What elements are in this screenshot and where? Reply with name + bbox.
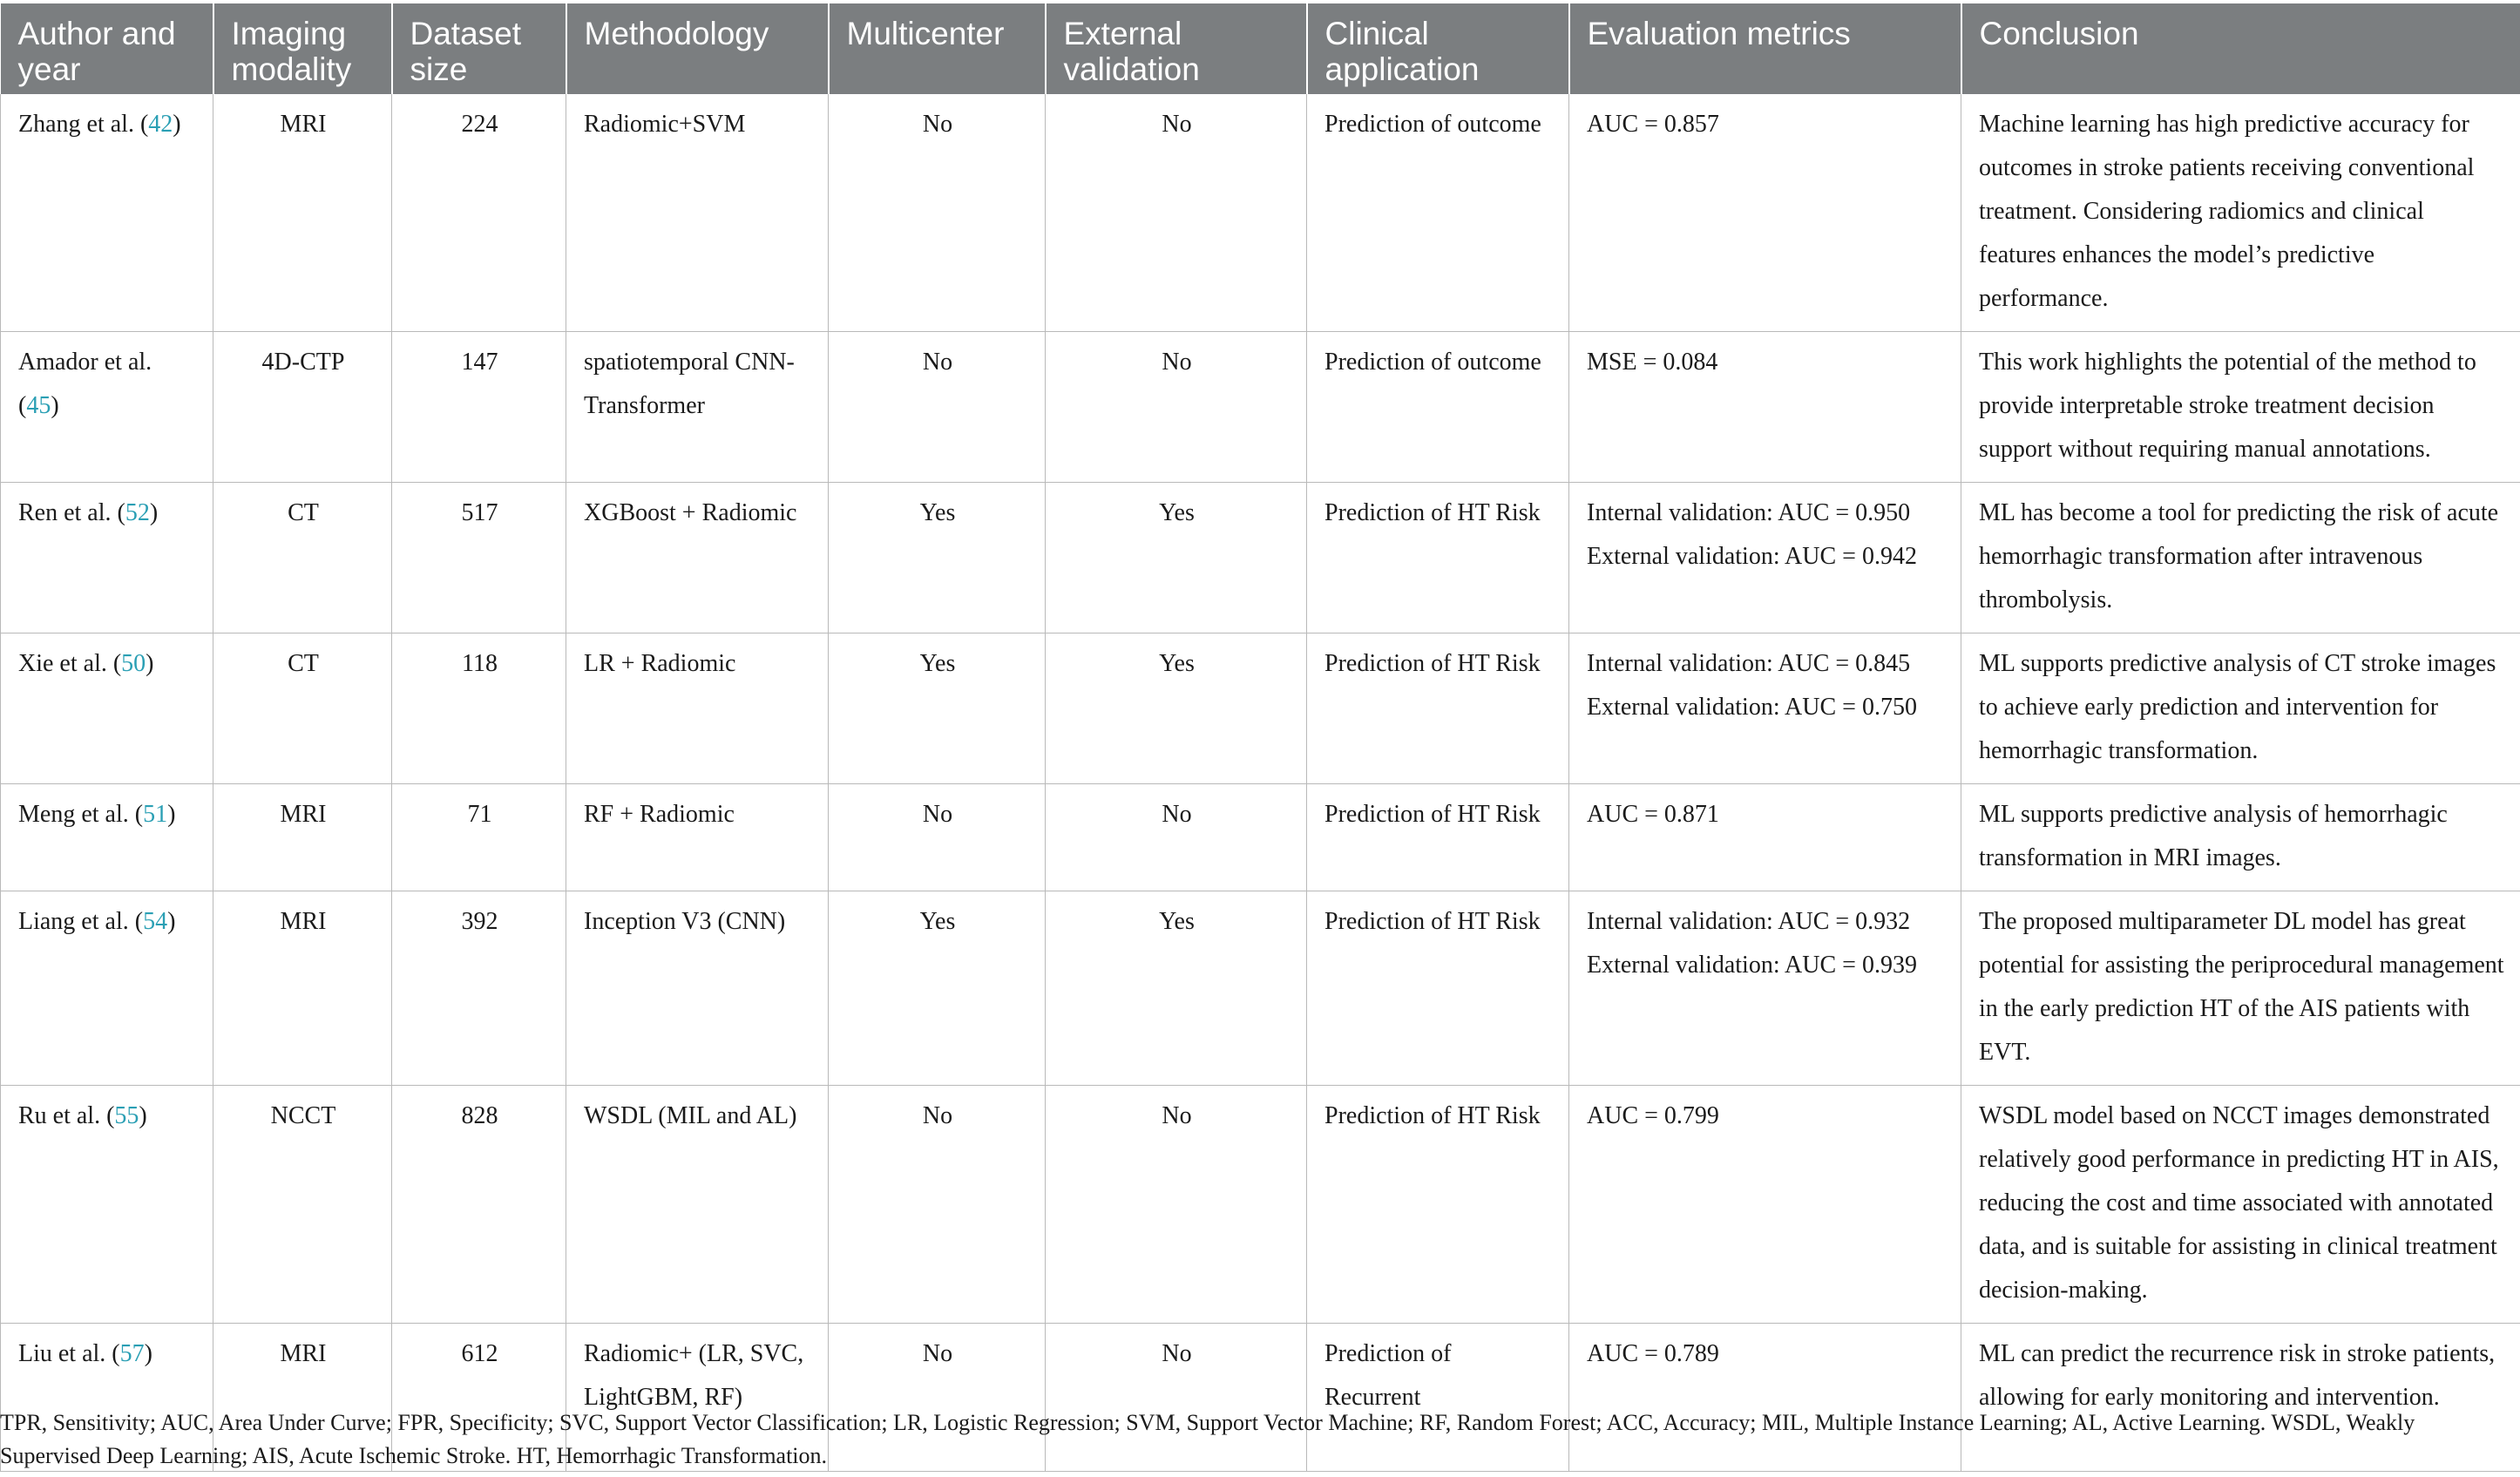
external-validation-cell: Yes [1046, 633, 1307, 784]
dataset-size-cell: 392 [392, 891, 566, 1086]
author-year-cell [1, 94, 213, 332]
table-row [1, 891, 2520, 1086]
header-methodology: Methodology [566, 3, 829, 94]
header-evaluation-metrics: Evaluation metrics [1569, 3, 1961, 94]
evaluation-metrics-cell [1569, 633, 1961, 784]
dataset-size-cell: 224 [392, 94, 566, 332]
methodology-cell: WSDL (MIL and AL) [566, 1086, 829, 1324]
author-name: Meng et al. ( [18, 801, 144, 828]
author-name-end: ) [149, 499, 159, 526]
evaluation-metrics-cell [1569, 784, 1961, 891]
evaluation-metrics-cell [1569, 1086, 1961, 1324]
dataset-size-cell: 147 [392, 332, 566, 483]
header-imaging-modality: Imaging modality [213, 3, 392, 94]
header-clinical-application: Clinical application [1307, 3, 1569, 94]
author-name-end: ) [144, 1340, 152, 1367]
reference-link[interactable]: 55 [114, 1102, 139, 1129]
evaluation-metrics-cell [1569, 891, 1961, 1086]
author-year-cell [1, 633, 213, 784]
conclusion-cell: The proposed multiparameter DL model has great potential for assisting the periprocedural management in the early prediction HT of the AIS patients with EVT. [1961, 891, 2520, 1086]
author-name-end: ) [173, 111, 181, 138]
author-year-cell [1, 784, 213, 891]
clinical-application-cell: Prediction of HT Risk [1307, 891, 1569, 1086]
header-external-validation: External validation [1046, 3, 1307, 94]
external-validation-cell: No [1046, 332, 1307, 483]
external-validation-cell: No [1046, 1086, 1307, 1324]
multicenter-cell: No [829, 784, 1046, 891]
external-validation-cell: Yes [1046, 891, 1307, 1086]
reference-link[interactable]: 54 [143, 908, 168, 935]
studies-table [0, 3, 2520, 1472]
metric-line: AUC = 0.857 [1587, 111, 1719, 138]
metric-line: AUC = 0.789 [1587, 1340, 1719, 1367]
imaging-modality-cell: MRI [213, 784, 392, 891]
author-name-end: ) [167, 908, 176, 935]
external-validation-cell: No [1046, 1324, 1307, 1472]
reference-link[interactable]: 42 [148, 111, 173, 138]
multicenter-cell: Yes [829, 633, 1046, 784]
table-row [1, 784, 2520, 891]
clinical-application-cell: Prediction of HT Risk [1307, 1086, 1569, 1324]
dataset-size-cell: 612 [392, 1324, 566, 1472]
clinical-application-cell: Prediction of HT Risk [1307, 633, 1569, 784]
clinical-application-cell: Prediction of outcome [1307, 94, 1569, 332]
conclusion-cell: WSDL model based on NCCT images demonstrated relatively good performance in predicting HT in AIS, reducing the cost and time associated with annotated data, and is suitable for assisting in clinical treatment decision-making. [1961, 1086, 2520, 1324]
author-year-cell [1, 332, 213, 483]
conclusion-cell: ML has become a tool for predicting the risk of acute hemorrhagic transformation after intravenous thrombolysis. [1961, 483, 2520, 633]
imaging-modality-cell: CT [213, 483, 392, 633]
table-row [1, 483, 2520, 633]
reference-link[interactable]: 52 [125, 499, 150, 526]
metric-line: Internal validation: AUC = 0.932 [1587, 908, 1911, 935]
clinical-application-cell: Prediction of Recurrent [1307, 1324, 1569, 1472]
multicenter-cell: No [829, 94, 1046, 332]
imaging-modality-cell: 4D-CTP [213, 332, 392, 483]
dataset-size-cell: 118 [392, 633, 566, 784]
clinical-application-cell: Prediction of HT Risk [1307, 784, 1569, 891]
header-author-year: Author and year [1, 3, 213, 94]
evaluation-metrics-cell [1569, 332, 1961, 483]
author-name: Liu et al. ( [18, 1340, 120, 1367]
author-name-end: ) [51, 392, 59, 419]
conclusion-cell: ML can predict the recurrence risk in stroke patients, allowing for early monitoring and intervention. [1961, 1324, 2520, 1472]
clinical-application-cell: Prediction of HT Risk [1307, 483, 1569, 633]
imaging-modality-cell: NCCT [213, 1086, 392, 1324]
imaging-modality-cell: CT [213, 633, 392, 784]
reference-link[interactable]: 57 [119, 1340, 145, 1367]
table-row [1, 332, 2520, 483]
methodology-cell: Inception V3 (CNN) [566, 891, 829, 1086]
methodology-cell: LR + Radiomic [566, 633, 829, 784]
external-validation-cell: No [1046, 784, 1307, 891]
multicenter-cell: No [829, 1086, 1046, 1324]
conclusion-cell: ML supports predictive analysis of hemorrhagic transformation in MRI images. [1961, 784, 2520, 891]
author-year-cell [1, 1086, 213, 1324]
imaging-modality-cell: MRI [213, 1324, 392, 1472]
multicenter-cell: Yes [829, 891, 1046, 1086]
methodology-cell: RF + Radiomic [566, 784, 829, 891]
metric-line: External validation: AUC = 0.939 [1587, 952, 1917, 979]
metric-line: MSE = 0.084 [1587, 349, 1718, 376]
methodology-cell: Radiomic+ (LR, SVC, LightGBM, RF) [566, 1324, 829, 1472]
author-name: Liang et al. ( [18, 908, 144, 935]
table-row [1, 633, 2520, 784]
metric-line: External validation: AUC = 0.942 [1587, 543, 1917, 570]
author-name-end: ) [167, 801, 176, 828]
multicenter-cell: Yes [829, 483, 1046, 633]
reference-link[interactable]: 50 [121, 650, 146, 677]
external-validation-cell: Yes [1046, 483, 1307, 633]
multicenter-cell: No [829, 1324, 1046, 1472]
author-name-end: ) [146, 650, 154, 677]
author-name: Ren et al. ( [18, 499, 125, 526]
metric-line: AUC = 0.799 [1587, 1102, 1719, 1129]
metric-line: AUC = 0.871 [1587, 801, 1719, 828]
imaging-modality-cell: MRI [213, 891, 392, 1086]
external-validation-cell: No [1046, 94, 1307, 332]
header-dataset-size: Dataset size [392, 3, 566, 94]
conclusion-cell: This work highlights the potential of the method to provide interpretable stroke treatment decision support without requiring manual annotations. [1961, 332, 2520, 483]
metric-line: Internal validation: AUC = 0.845 [1587, 650, 1911, 677]
dataset-size-cell: 71 [392, 784, 566, 891]
author-year-cell [1, 483, 213, 633]
author-name: Xie et al. ( [18, 650, 122, 677]
header-multicenter: Multicenter [829, 3, 1046, 94]
dataset-size-cell: 517 [392, 483, 566, 633]
evaluation-metrics-cell [1569, 94, 1961, 332]
metric-line: External validation: AUC = 0.750 [1587, 694, 1917, 721]
imaging-modality-cell: MRI [213, 94, 392, 332]
author-year-cell [1, 891, 213, 1086]
table-header-row [1, 3, 2520, 94]
author-name: Zhang et al. ( [18, 111, 149, 138]
author-name-end: ) [139, 1102, 147, 1129]
reference-link[interactable]: 45 [26, 392, 51, 419]
reference-link[interactable]: 51 [143, 801, 168, 828]
dataset-size-cell: 828 [392, 1086, 566, 1324]
table-row [1, 1086, 2520, 1324]
table-footnote: TPR, Sensitivity; AUC, Area Under Curve; FPR, Specificity; SVC, Support Vector Classification; LR, Logistic Regression; SVM, Support Vector Machine; RF, Random Forest; ACC, Accuracy; MIL, Multiple Instance Learning; AL, Active Learning. WSDL, Weakly Supervised Deep Learning; AIS, Acute Ischemic Stroke. HT, Hemorrhagic Transformation. [0, 1410, 2415, 1468]
multicenter-cell: No [829, 332, 1046, 483]
methodology-cell: Radiomic+SVM [566, 94, 829, 332]
metric-line: Internal validation: AUC = 0.950 [1587, 499, 1911, 526]
methodology-cell: spatiotemporal CNN-Transformer [566, 332, 829, 483]
conclusion-cell: Machine learning has high predictive accuracy for outcomes in stroke patients receiving conventional treatment. Considering radiomics and clinical features enhances the model’s predictive performance. [1961, 94, 2520, 332]
methodology-cell: XGBoost + Radiomic [566, 483, 829, 633]
table-row [1, 94, 2520, 332]
conclusion-cell: ML supports predictive analysis of CT stroke images to achieve early prediction and intervention for hemorrhagic transformation. [1961, 633, 2520, 784]
author-name: Ru et al. ( [18, 1102, 115, 1129]
author-name: Amador et al. ( [18, 349, 152, 419]
clinical-application-cell: Prediction of outcome [1307, 332, 1569, 483]
evaluation-metrics-cell [1569, 483, 1961, 633]
header-conclusion: Conclusion [1961, 3, 2520, 94]
